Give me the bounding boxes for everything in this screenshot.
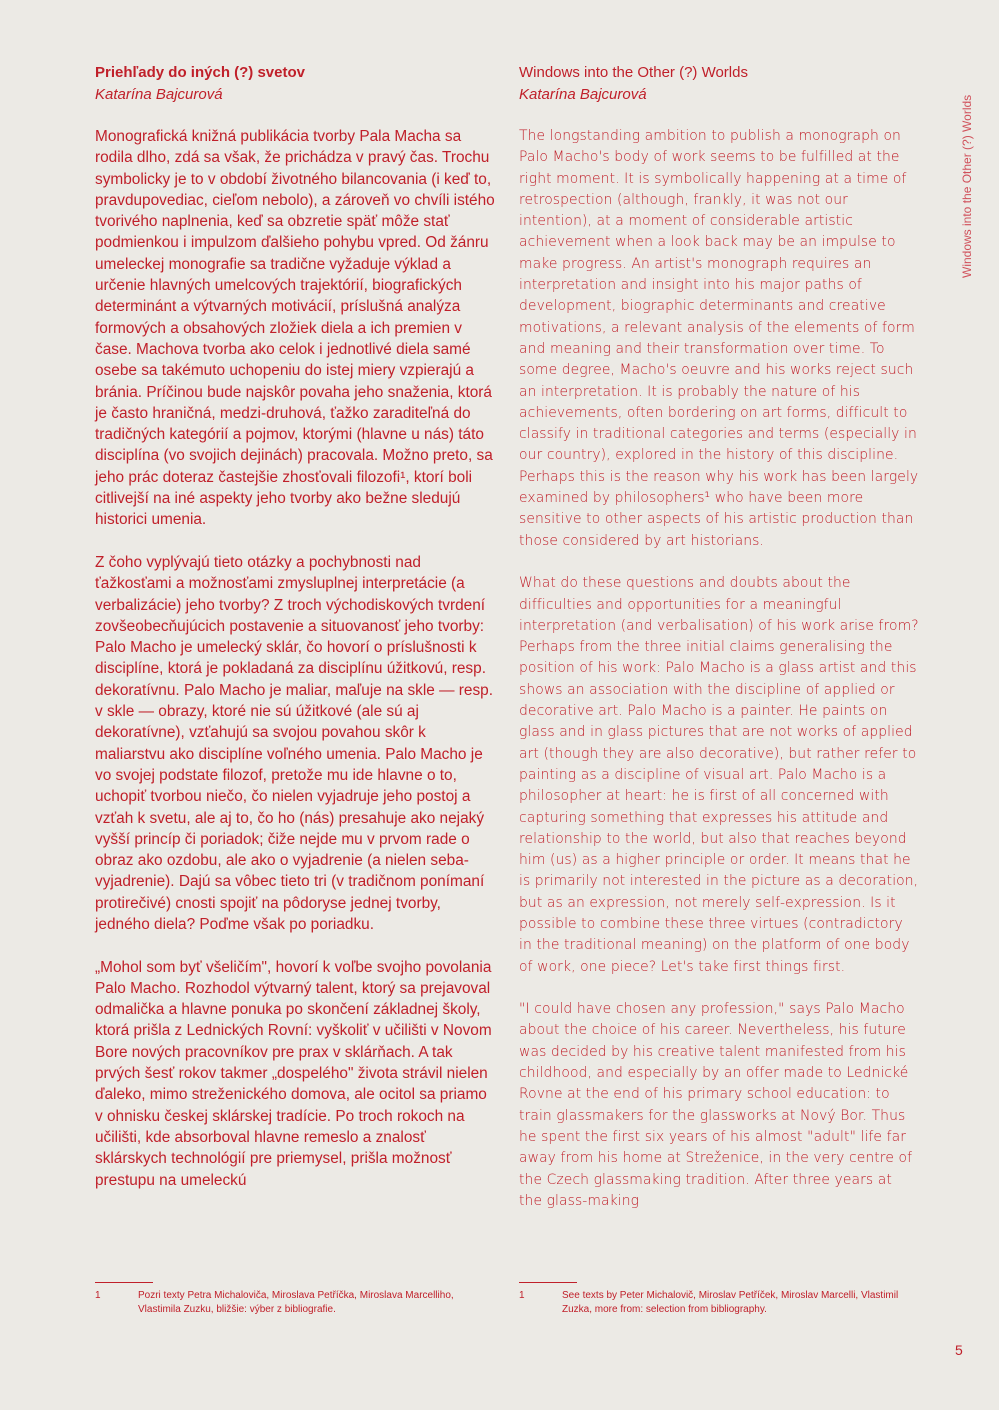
- slovak-paragraph-1: Monografická knižná publikácia tvorby Pala Macha sa rodila dlho, zdá sa však, že prichádza v pravý čas. Trochu symbolicky je to v období životného bilancovania (i keď to, pravdupovediac, cieľom nebolo), a zároveň vo chvíli istého tvorivého naplnenia, keď sa obzretie späť môže stať podmienkou i impulzom ďalšieho pohybu vpred. Od žánru umeleckej monografie sa tradične vyžaduje výklad a určenie hlavných umelcových trajektórií, biografických determinánt a výtvarných motivácií, príslušná analýza formových a obsahových zložiek diela a ich premien v čase. Machova tvorba ako celok i jednotlivé diela samé osebe sa takémuto uchopeniu do istej miery vzpierajú a bránia. Príčinou bude najskôr povaha jeho snaženia, ktorá je často hraničná, medzi-druhová, ťažko zaraditeľná do tradičných kategórií a pojmov, ktorými (hlavne u nás) táto disciplína (vo svojich dejinách) pracovala. Možno preto, sa jeho prác doteraz častejšie zhosťovali filozofi¹, ktorí boli citlivejší na iné aspekty jeho tvorby ako bežne sledujú historici umenia.: [95, 128, 495, 529]
- slovak-paragraph-2: Z čoho vyplývajú tieto otázky a pochybnosti nad ťažkosťami a možnosťami zmysluplnej interpretácie (a verbalizácie) jeho tvorby? Z troch východiskových tvrdení zovšeobecňujúcich postavenie a situovanosť jeho tvorby: Palo Macho je umelecký sklár, čo hovorí o príslušnosti k disciplíne, ktorá je pokladaná za disciplínu úžitkovú, resp. dekoratívnu. Palo Macho je maliar, maľuje na skle — resp. v skle — obrazy, ktoré nie sú úžitkové (ale sú aj dekoratívne), vzťahujú sa svojou povahou skôr k maliarstvu ako disciplíne voľného umenia. Palo Macho je vo svojej podstate filozof, pretože mu ide hlavne o to, uchopiť tvorbou niečo, čo nielen vyjadruje jeho postoj a vzťah k svetu, ale aj to, čo ho (nás) presahuje ako nejaký vyšší princíp či poriadok; čiže nejde mu v prvom rade o obraz ako ozdobu, ale ako o vyjadrenie (a nielen seba-vyjadrenie). Dajú sa vôbec tieto tri (v tradičnom ponímaní protirečivé) cnosti spojiť na pôdoryse jednej tvorby, jedného diela? Poďme však po poriadku.: [95, 553, 493, 933]
- slovak-footnote: [95, 1282, 475, 1317]
- slovak-column: [95, 62, 495, 1212]
- english-footnote: [519, 1282, 899, 1317]
- english-paragraph-2: What do these questions and doubts about the difficulties and opportunities for a meaningful interpretation (and verbalisation) of his work arise from? Perhaps from the three initial claims generalising the position of his work: Palo Macho is a glass artist and this shows an association with the discipline of applied or decorative art. Palo Macho is a painter. He paints on glass and in glass pictures that are not works of applied art (though they are also decorative), but rather refer to painting as a discipline of visual art. Palo Macho is a philosopher at heart: he is first of all concerned with capturing something that expresses his attitude and relationship to the world, but also that reaches beyond him (us) as a higher principle or order. It means that he is primarily not interested in the picture as a decoration, but as an expression, not merely self-expression. Is it possible to combine these three virtues (contradictory in the traditional meaning) on the platform of one body of work, one piece? Let's take first things first.: [519, 575, 919, 975]
- english-paragraph-1: The longstanding ambition to publish a monograph on Palo Macho's body of work seems to be fulfilled at the right moment. It is symbolically happening at a time of retrospection (although, frankly, it was not our intention), at a moment of considerable artistic achievement when a look back may be an impulse to make progress. An artist's monograph requires an interpretation and insight into his major paths of development, biographic determinants and creative motivations, a relevant analysis of the elements of form and meaning and their transformation over time. To some degree, Macho's oeuvre and his works reject such an interpretation. It is probably the nature of his achievements, often bordering on art forms, difficult to classify in traditional categories and terms (especially in our country), explored in the history of this discipline. Perhaps this is the reason why his work has been largely examined by philosophers¹ who have been more sensitive to other aspects of his artistic production than those considered by art historians.: [519, 128, 919, 549]
- footnote-text: Pozri texty Petra Michaloviča, Miroslava Petříčka, Miroslava Marcelliho, Vlastimila Zuzku, bližšie: výber z bibliografie.: [138, 1290, 454, 1315]
- footnote-number: 1: [95, 1290, 101, 1301]
- english-paragraph-3: "I could have chosen any profession," says Palo Macho about the choice of his career. Nevertheless, his future was decided by his creative talent manifested from his childhood, and especially by an offer made to Lednické Rovne at the end of his primary school education: to train glassmakers for the glassworks at Nový Bor. Thus he spent the first six years of his almost "adult" life far away from his home at Streženice, in the very centre of the Czech glassmaking tradition. After three years at the glass-making: [519, 1001, 913, 1209]
- running-head: Windows into the Other (?) Worlds: [960, 94, 974, 278]
- footnote-divider: [519, 1282, 577, 1283]
- page-number: 5: [955, 1342, 963, 1358]
- slovak-title: Priehľady do iných (?) svetov: [95, 64, 305, 81]
- slovak-author: Katarína Bajcurová: [95, 86, 223, 103]
- english-title: Windows into the Other (?) Worlds: [519, 64, 748, 81]
- footnote-number: 1: [519, 1290, 525, 1301]
- english-column: [519, 62, 919, 1233]
- english-author: Katarína Bajcurová: [519, 86, 647, 103]
- slovak-paragraph-3: „Mohol som byť všeličím", hovorí k voľbe svojho povolania Palo Macho. Rozhodol výtvarný talent, ktorý sa prejavoval odmalička a hlavne ponuka po skončení základnej školy, ktorá prišla z Lednických Rovní: vyškoliť v učilišti v Novom Bore nových pracovníkov pre prax v sklárňach. A tak prvých šesť rokov takmer „dospelého" života strávil nielen ďaleko, mimo streženického domova, ale ocitol sa priamo v ohnisku českej sklárskej tradície. Po troch rokoch na učilišti, kde absorboval hlavne remeslo a znalosť sklárskych technológií pre priemysel, prišla možnosť prestupu na umeleckú: [95, 958, 492, 1189]
- footnote-text: See texts by Peter Michalovič, Miroslav Petříček, Miroslav Marcelli, Vlastimil Zuzka, more from: selection from bibliography.: [562, 1290, 899, 1315]
- footnote-divider: [95, 1282, 153, 1283]
